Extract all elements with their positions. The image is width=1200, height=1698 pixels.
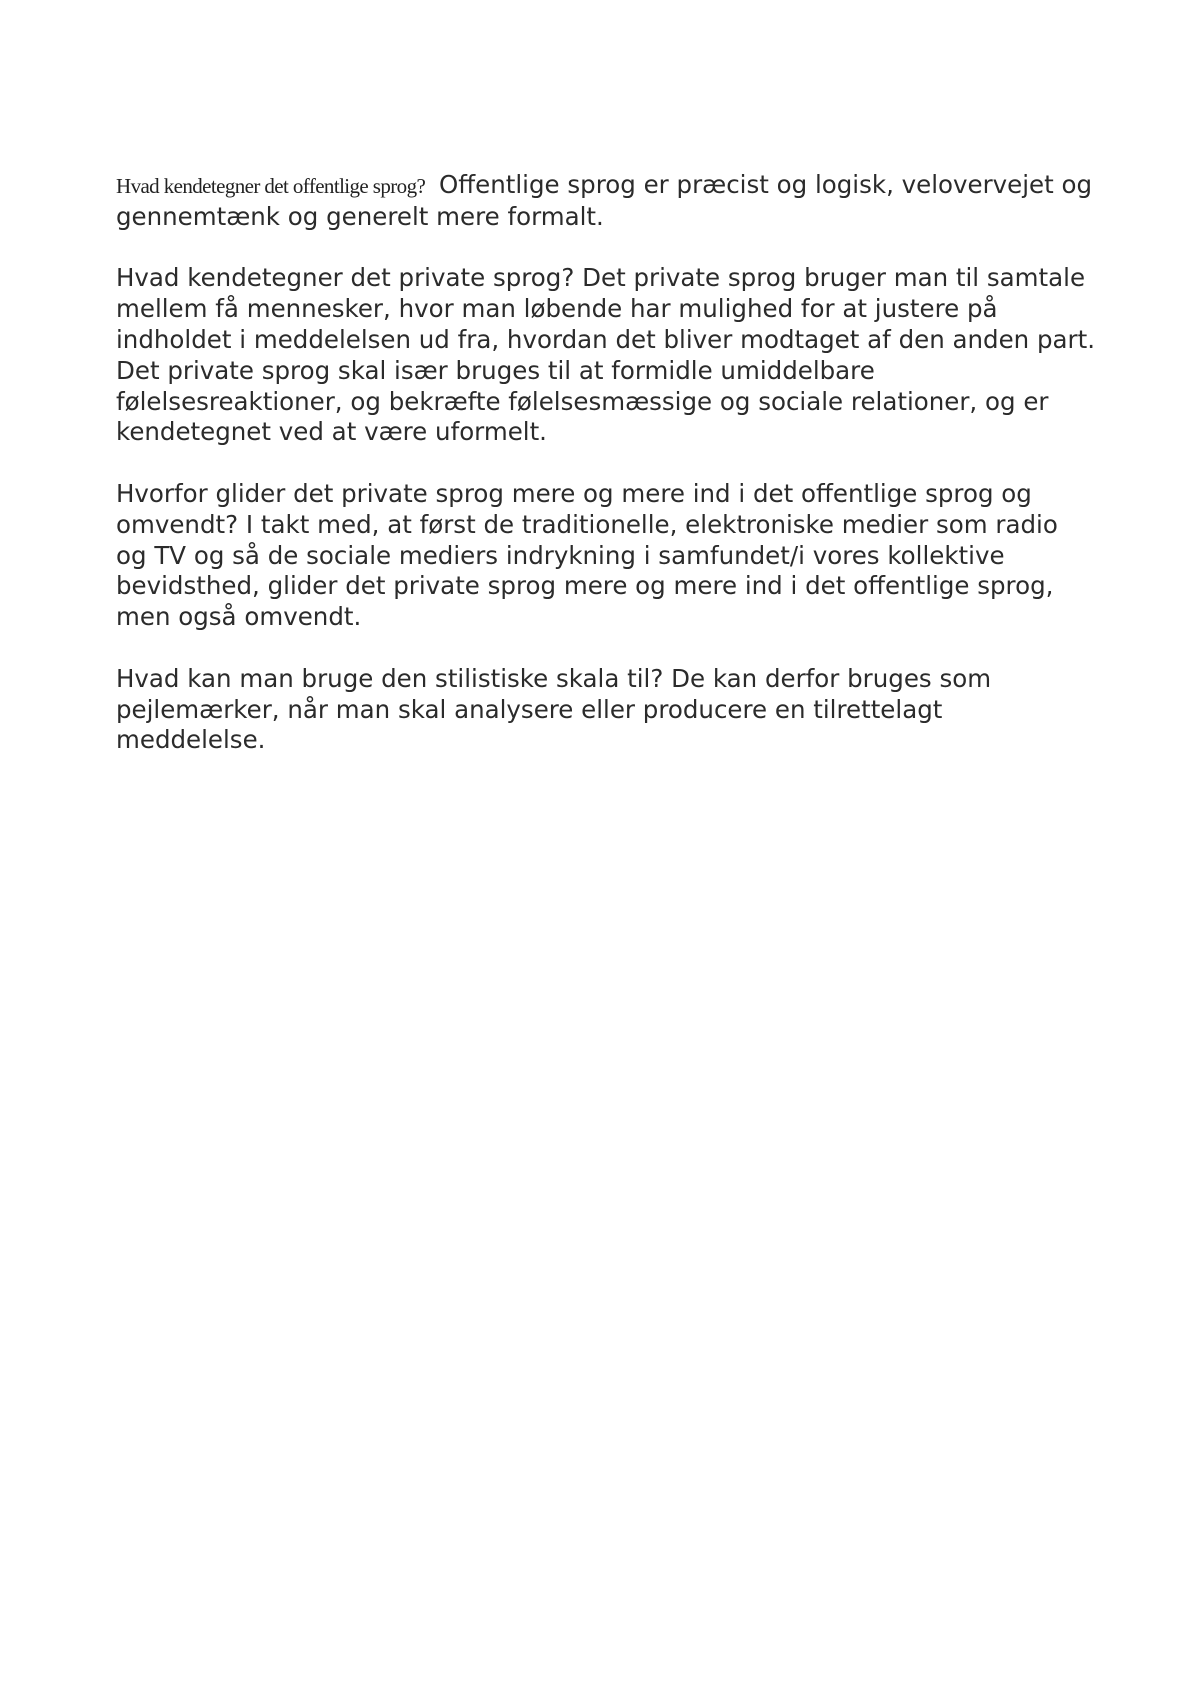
paragraph-stylistic-scale	[116, 664, 1096, 756]
answer-private-language: Det private sprog bruger man til samtale mellem få mennesker, hvor man løbende har mulighed for at justere på indholdet i meddelelsen ud fra, hvordan det bliver modtaget af den anden part. Det private sprog skal især bruges til at formidle umiddelbare følelsesreaktioner, og bekræfte følelsesmæssige og sociale relationer, og er kendetegnet ved at være uformelt.	[116, 263, 1096, 447]
question-stylistic-scale: Hvad kan man bruge den stilistiske skala til?	[116, 663, 664, 693]
question-language-merge: Hvorfor glider det private sprog mere og mere ind i det offentlige sprog og omvendt?	[116, 478, 1032, 539]
paragraph-private-language	[116, 263, 1096, 448]
answer-language-merge: I takt med, at først de traditionelle, elektroniske medier som radio og TV og så de sociale mediers indrykning i samfundet/i vores kollektive bevidsthed, glider det private sprog mere og mere ind i det offentlige sprog, men også omvendt.	[116, 509, 1058, 632]
answer-public-language: Offentlige sprog er præcist og logisk, velovervejet og gennemtænk og generelt mere formalt.	[116, 170, 1093, 231]
question-private-language: Hvad kendetegner det private sprog?	[116, 263, 575, 293]
question-public-language: Hvad kendetegner det offentlige sprog?	[116, 174, 426, 198]
paragraph-language-merge	[116, 479, 1096, 633]
answer-stylistic-scale: De kan derfor bruges som pejlemærker, når man skal analysere eller producere en tilrettelagt meddelelse.	[116, 663, 992, 755]
document-body	[116, 170, 1096, 787]
paragraph-public-language	[116, 170, 1096, 233]
